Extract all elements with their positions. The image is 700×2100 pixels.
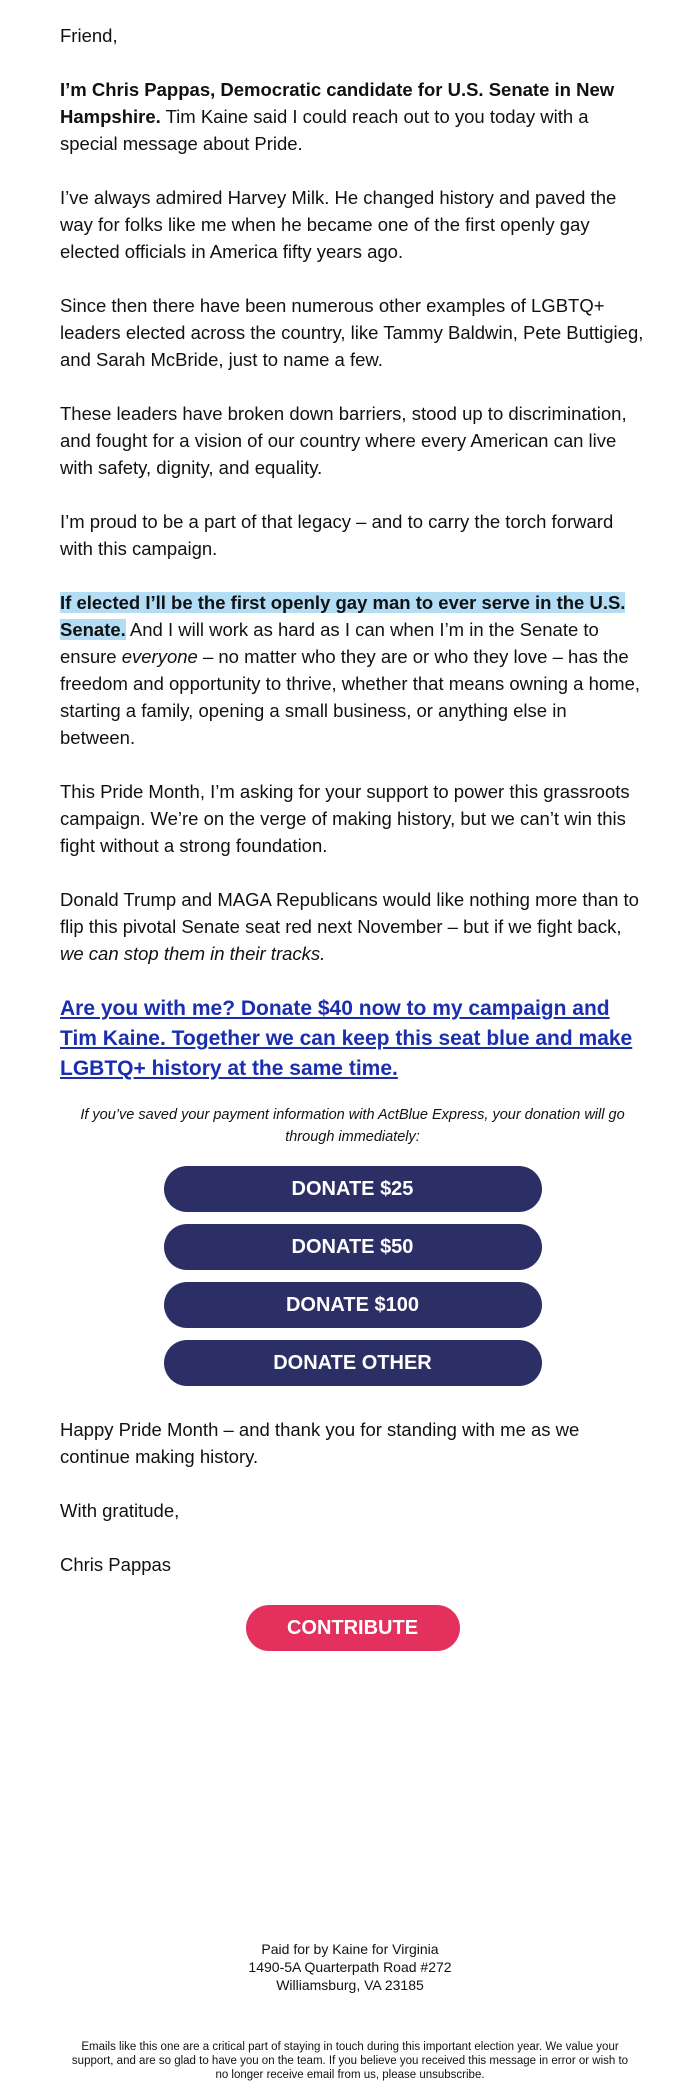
donate-50-button[interactable]: DONATE $50 bbox=[164, 1224, 542, 1270]
intro-bold: I’m Chris Pappas, Democratic candidate for U.S. Senate in New Hampshire. bbox=[60, 79, 615, 127]
donate-button-group bbox=[60, 1166, 645, 1386]
paragraph-lgbtq-leaders: Since then there have been numerous other examples of LGBTQ+ leaders elected across the country, like Tammy Baldwin, Pete Buttigieg, and Sarah McBride, just to name a few. bbox=[60, 295, 644, 370]
signature: Chris Pappas bbox=[60, 1554, 172, 1575]
paragraph-first-openly-gay bbox=[60, 589, 645, 751]
contribute-button[interactable]: CONTRIBUTE bbox=[246, 1605, 460, 1651]
paragraph-legacy: I’m proud to be a part of that legacy – and to carry the torch forward with this campaign. bbox=[60, 511, 614, 559]
donate-cta-link[interactable]: Are you with me? Donate $40 now to my campaign and Tim Kaine. Together we can keep this seat blue and make LGBTQ+ history at the same time. bbox=[60, 997, 633, 1080]
paragraph-text: Donald Trump and MAGA Republicans would like nothing more than to flip this pivotal Senate seat red next November – but if we fight back, bbox=[60, 889, 639, 937]
intro-paragraph bbox=[60, 76, 645, 157]
contribute-wrap bbox=[60, 1605, 645, 1651]
email-content bbox=[60, 22, 645, 1651]
paragraph-harvey-milk: I’ve always admired Harvey Milk. He changed history and paved the way for folks like me when he became one of the first openly gay elected officials in America fifty years ago. bbox=[60, 187, 617, 262]
paid-for-text: Paid for by Kaine for Virginia bbox=[261, 1941, 439, 1957]
italic-everyone: everyone bbox=[121, 646, 198, 667]
paragraph-barriers: These leaders have broken down barriers, stood up to discrimination, and fought for a vision of our country where every American can live with safety, dignity, and equality. bbox=[60, 403, 627, 478]
donate-other-button[interactable]: DONATE OTHER bbox=[164, 1340, 542, 1386]
address-line-1: 1490-5A Quarterpath Road #272 bbox=[248, 1959, 452, 1975]
donate-100-button[interactable]: DONATE $100 bbox=[164, 1282, 542, 1328]
paragraph-text: – no matter who they are or who they love – has the freedom and opportunity to thrive, whether that means owning a home, starting a family, opening a small business, or anything else in between. bbox=[60, 646, 641, 748]
paragraph-pride-month: This Pride Month, I’m asking for your support to power this grassroots campaign. We’re on the verge of making history, but we can’t win this fight without a strong foundation. bbox=[60, 781, 630, 856]
paid-for-block bbox=[0, 1940, 700, 1994]
address-line-2: Williamsburg, VA 23185 bbox=[276, 1977, 424, 1993]
paragraph-trump bbox=[60, 886, 645, 967]
paragraph-text: And I will work as hard as I can when I’m in the Senate to ensure bbox=[60, 619, 599, 667]
footer-disclaimer: Emails like this one are a critical part of staying in touch during this important election year. We value your support, and are so glad to have you on the team. If you believe you received this message in error or wish to no longer receive email from us, please unsubscribe. bbox=[71, 2041, 629, 2081]
actblue-express-note: If you’ve saved your payment information with ActBlue Express, your donation will go through immediately: bbox=[80, 1107, 625, 1145]
italic-stop-them: we can stop them in their tracks. bbox=[60, 943, 326, 964]
closing-paragraph: Happy Pride Month – and thank you for standing with me as we continue making history. bbox=[60, 1419, 580, 1467]
greeting: Friend, bbox=[60, 25, 118, 46]
signoff: With gratitude, bbox=[60, 1500, 180, 1521]
highlighted-text: If elected I’ll be the first openly gay man to ever serve in the U.S. Senate. bbox=[60, 592, 626, 640]
donate-25-button[interactable]: DONATE $25 bbox=[164, 1166, 542, 1212]
intro-rest: Tim Kaine said I could reach out to you today with a special message about Pride. bbox=[60, 106, 589, 154]
